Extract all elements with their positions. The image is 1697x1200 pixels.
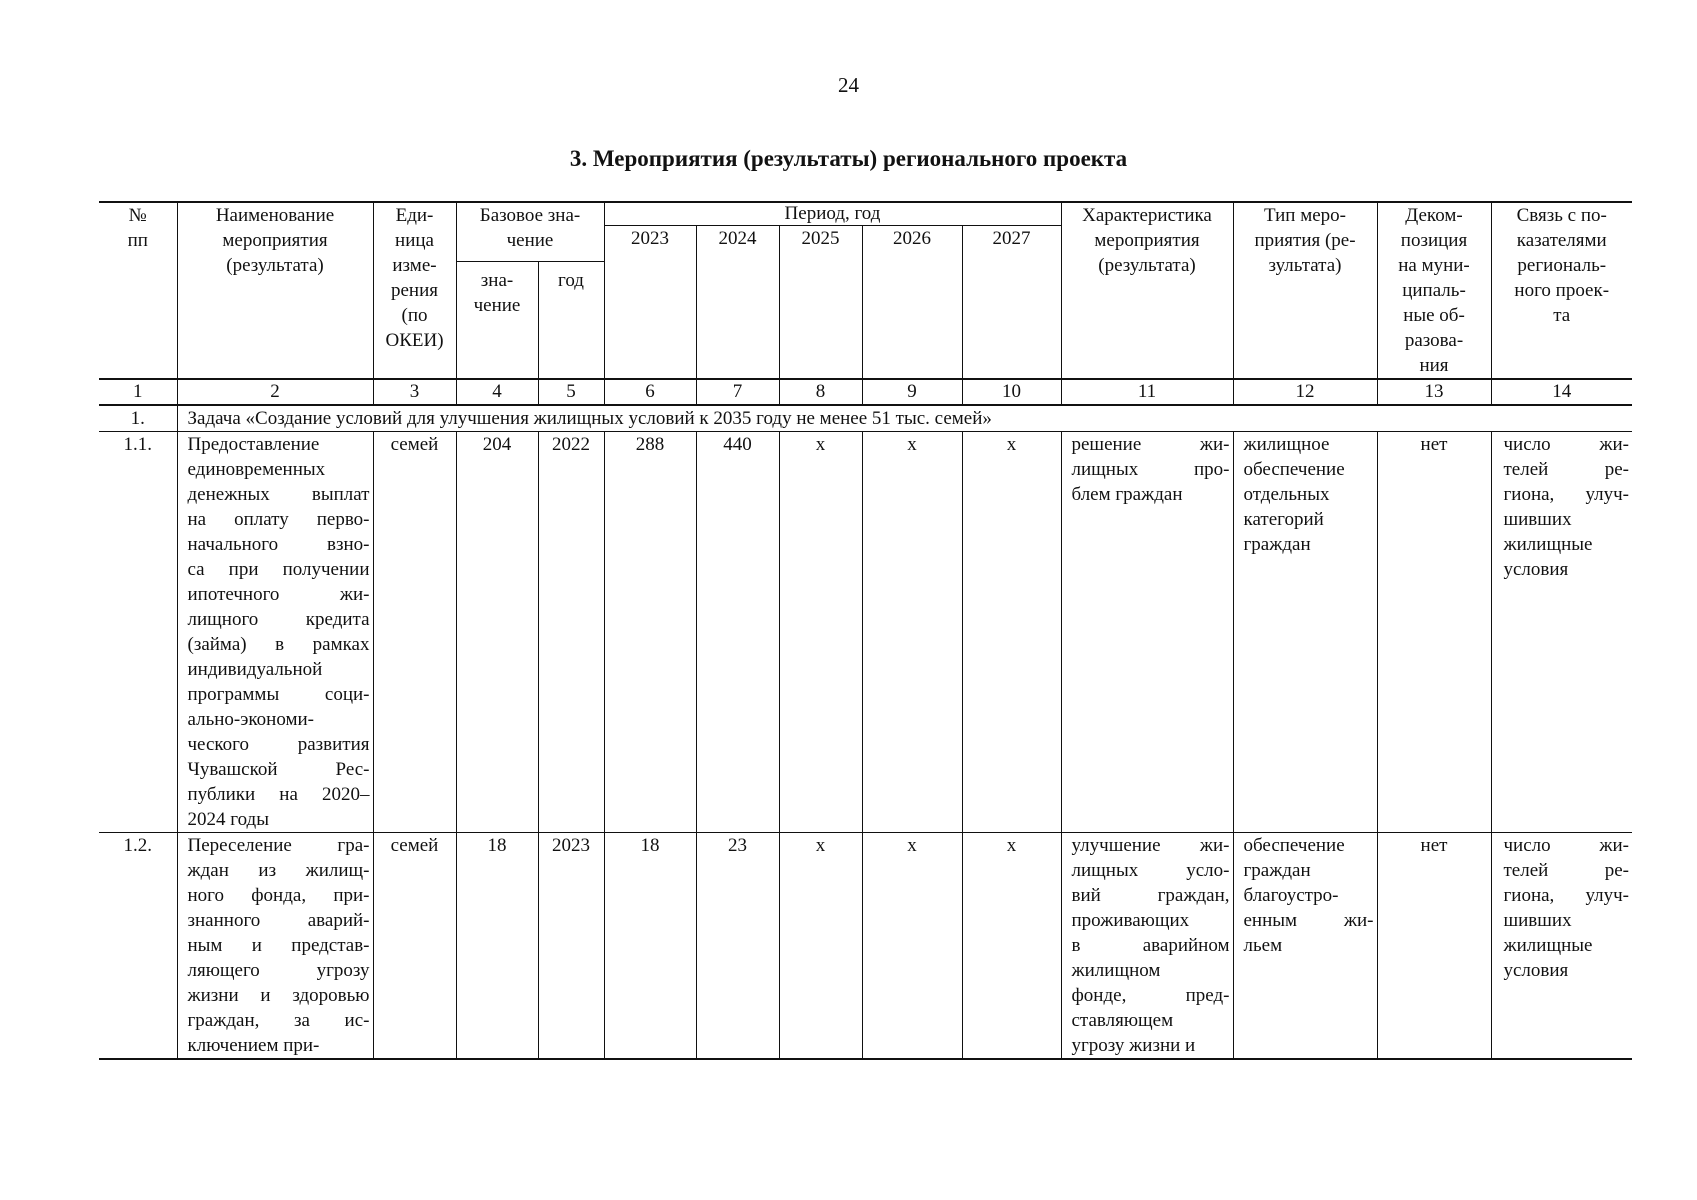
cell-line: позиция — [1400, 230, 1468, 251]
cell-line: Базовое зна- — [479, 205, 581, 226]
header-characteristic — [1061, 202, 1233, 379]
cell-line: разова- — [1404, 330, 1464, 351]
cell-line: угрозу жизни и — [1071, 1035, 1196, 1056]
row-value-2026: х — [862, 833, 962, 1060]
cell-line: рения — [390, 280, 438, 301]
col-number: 10 — [962, 379, 1061, 405]
cell-line: Переселение гра- — [187, 835, 370, 856]
row-num: 1.2. — [99, 833, 177, 1060]
col-number: 5 — [538, 379, 604, 405]
row-link — [1491, 833, 1632, 1060]
row-type — [1233, 432, 1377, 833]
cell-line: зна- — [480, 269, 514, 291]
col-number: 11 — [1061, 379, 1233, 405]
cell-line: ные об- — [1403, 305, 1465, 326]
cell-line: блем граждан — [1071, 484, 1183, 505]
cell-line: Деком- — [1405, 205, 1463, 226]
cell-line: ключением при- — [187, 1035, 320, 1056]
cell-line: телей ре- — [1503, 459, 1629, 480]
header-year-2023: 2023 — [604, 226, 696, 380]
cell-line: число жи- — [1503, 835, 1629, 856]
header-base-year: год — [538, 261, 604, 379]
row-unit: семей — [373, 432, 456, 833]
col-number: 9 — [862, 379, 962, 405]
task-row — [99, 405, 1632, 432]
cell-line: ного фонда, при- — [187, 885, 370, 906]
header-year-2025: 2025 — [779, 226, 862, 380]
task-text: Задача «Создание условий для улучшения жилищных условий к 2035 году не менее 51 тыс. семей» — [177, 405, 1632, 432]
cell-line: лищных усло- — [1071, 860, 1230, 881]
cell-line: индивидуальной — [187, 659, 323, 680]
cell-line: ставляющем — [1071, 1010, 1174, 1031]
col-number: 6 — [604, 379, 696, 405]
cell-line: зультата) — [1268, 255, 1342, 276]
cell-line: гиона, улуч- — [1503, 885, 1629, 906]
events-table — [99, 201, 1632, 1060]
cell-line: проживающих — [1071, 910, 1190, 931]
cell-line: граждан — [1243, 534, 1311, 555]
header-type — [1233, 202, 1377, 379]
cell-line: мероприятия — [222, 230, 328, 251]
header-name — [177, 202, 373, 379]
row-value-2023: 288 — [604, 432, 696, 833]
cell-line: жилищные — [1503, 935, 1593, 956]
row-base-value: 204 — [456, 432, 538, 833]
row-base-year: 2023 — [538, 833, 604, 1060]
cell-line: лищного кредита — [187, 609, 370, 630]
row-value-2023: 18 — [604, 833, 696, 1060]
cell-line: обеспечение — [1243, 459, 1345, 480]
cell-line: вий граждан, — [1071, 885, 1230, 906]
cell-line: (займа) в рамках — [187, 634, 370, 655]
row-characteristic — [1061, 432, 1233, 833]
task-num: 1. — [99, 405, 177, 432]
header-year-2026: 2026 — [862, 226, 962, 380]
cell-line: на оплату перво- — [187, 509, 370, 530]
col-number: 1 — [99, 379, 177, 405]
col-number: 3 — [373, 379, 456, 405]
cell-line: (результата) — [226, 255, 324, 276]
cell-line: ного проек- — [1514, 280, 1610, 301]
cell-line: Тип меро- — [1263, 205, 1346, 226]
cell-line: пп — [127, 230, 148, 251]
table-row — [99, 432, 1632, 833]
cell-line: чение — [506, 230, 554, 251]
cell-line: категорий — [1243, 509, 1324, 530]
row-value-2026: х — [862, 432, 962, 833]
row-base-value: 18 — [456, 833, 538, 1060]
cell-line: ния — [1419, 355, 1449, 376]
cell-line: Наименование — [215, 205, 335, 226]
cell-line: ческого развития — [187, 734, 370, 755]
column-numbers-row — [99, 379, 1632, 405]
page-number: 24 — [838, 73, 859, 97]
cell-line: решение жи- — [1071, 434, 1230, 455]
cell-line: чение — [473, 294, 521, 316]
cell-line: ипотечного жи- — [187, 584, 370, 605]
header-row — [99, 202, 1632, 226]
cell-line: казателями — [1516, 230, 1607, 251]
cell-line: № — [128, 205, 147, 226]
row-num: 1.1. — [99, 432, 177, 833]
cell-line: жилищные — [1503, 534, 1593, 555]
cell-line: са при получении — [187, 559, 370, 580]
cell-line: Связь с по- — [1516, 205, 1607, 226]
cell-line: жилищном — [1071, 960, 1161, 981]
cell-line: мероприятия — [1094, 230, 1200, 251]
cell-line: шивших — [1503, 509, 1572, 530]
col-number: 12 — [1233, 379, 1377, 405]
cell-line: ным и представ- — [187, 935, 370, 956]
cell-line: жилищное — [1243, 434, 1330, 455]
cell-line: условия — [1503, 960, 1569, 981]
row-decomposition: нет — [1377, 432, 1491, 833]
row-value-2025: х — [779, 833, 862, 1060]
cell-line: знанного аварий- — [187, 910, 370, 931]
cell-line: граждан, за ис- — [187, 1010, 370, 1031]
cell-line: (по — [401, 305, 428, 326]
row-link — [1491, 432, 1632, 833]
cell-line: Характеристика — [1082, 205, 1212, 226]
cell-line: ципаль- — [1402, 280, 1466, 301]
col-number: 14 — [1491, 379, 1632, 405]
row-type — [1233, 833, 1377, 1060]
row-value-2024: 23 — [696, 833, 779, 1060]
cell-line: фонде, пред- — [1071, 985, 1230, 1006]
cell-line: енным жи- — [1243, 910, 1374, 931]
cell-line: благоустро- — [1243, 885, 1339, 906]
row-value-2027: х — [962, 833, 1061, 1060]
cell-line: ждан из жилищ- — [187, 860, 370, 881]
cell-line: на муни- — [1398, 255, 1470, 276]
cell-line: региональ- — [1517, 255, 1607, 276]
cell-line: отдельных — [1243, 484, 1330, 505]
cell-line: обеспечение — [1243, 835, 1345, 856]
cell-line: начального взно- — [187, 534, 370, 555]
cell-line: улучшение жи- — [1071, 835, 1230, 856]
cell-line: приятия (ре- — [1254, 230, 1356, 251]
cell-line: граждан — [1243, 860, 1311, 881]
cell-line: Еди- — [395, 205, 434, 226]
cell-line: лищных про- — [1071, 459, 1230, 480]
col-number: 7 — [696, 379, 779, 405]
cell-line: шивших — [1503, 910, 1572, 931]
row-value-2025: х — [779, 432, 862, 833]
cell-line: единовременных — [187, 459, 326, 480]
cell-line: денежных выплат — [187, 484, 370, 505]
cell-line: жизни и здоровью — [187, 985, 370, 1006]
row-base-year: 2022 — [538, 432, 604, 833]
row-value-2027: х — [962, 432, 1061, 833]
cell-line: льем — [1243, 935, 1283, 956]
col-number: 4 — [456, 379, 538, 405]
row-name — [177, 833, 373, 1060]
cell-line: публики на 2020– — [187, 784, 370, 805]
cell-line: ОКЕИ) — [385, 330, 444, 351]
header-link — [1491, 202, 1632, 379]
cell-line: ляющего угрозу — [187, 960, 370, 981]
col-number: 13 — [1377, 379, 1491, 405]
header-unit — [373, 202, 456, 379]
row-characteristic — [1061, 833, 1233, 1060]
cell-line: 2024 годы — [187, 809, 269, 830]
cell-line: телей ре- — [1503, 860, 1629, 881]
header-period: Период, год — [604, 202, 1061, 226]
header-num — [99, 202, 177, 379]
header-base — [456, 202, 604, 261]
cell-line: число жи- — [1503, 434, 1629, 455]
col-number: 8 — [779, 379, 862, 405]
section-title: 3. Мероприятия (результаты) регионального проекта — [569, 146, 1128, 171]
cell-line: условия — [1503, 559, 1569, 580]
header-year-2027: 2027 — [962, 226, 1061, 380]
row-name — [177, 432, 373, 833]
header-base-value — [456, 261, 538, 379]
table-row — [99, 833, 1632, 1060]
header-decomposition — [1377, 202, 1491, 379]
row-value-2024: 440 — [696, 432, 779, 833]
row-decomposition: нет — [1377, 833, 1491, 1060]
cell-line: гиона, улуч- — [1503, 484, 1629, 505]
cell-line: ально-экономи- — [187, 709, 314, 730]
cell-line: Чувашской Рес- — [187, 759, 370, 780]
col-number: 2 — [177, 379, 373, 405]
row-unit: семей — [373, 833, 456, 1060]
cell-line: та — [1553, 305, 1571, 326]
header-year-2024: 2024 — [696, 226, 779, 380]
cell-line: (результата) — [1098, 255, 1196, 276]
cell-line: изме- — [392, 255, 437, 276]
cell-line: ница — [395, 230, 434, 251]
cell-line: в аварийном — [1071, 935, 1230, 956]
cell-line: программы соци- — [187, 684, 370, 705]
cell-line: Предоставление — [187, 434, 320, 455]
